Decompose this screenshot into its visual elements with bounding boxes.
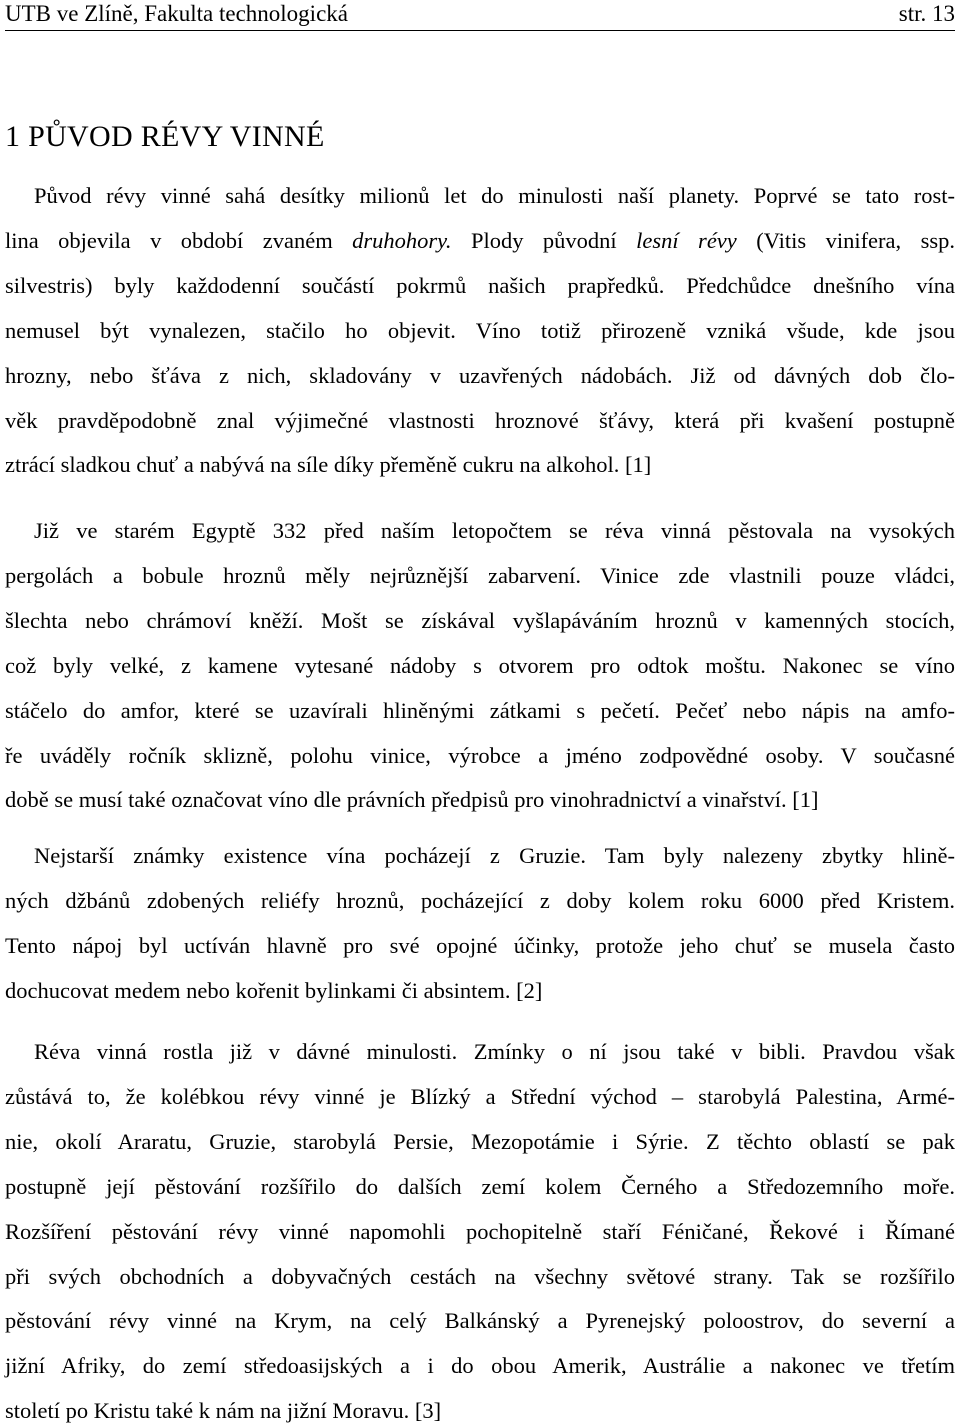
text-line: Rozšíření pěstování révy vinné napomohli pochopitelně staří Féničané, Řekové i Římané (5, 1218, 955, 1244)
text-line: Tento nápoj byl uctíván hlavně pro své opojné účinky, protože jeho chuť se musela často (5, 932, 955, 958)
header-institution: UTB ve Zlíně, Fakulta technologická (5, 1, 348, 26)
text-line: pergolách a bobule hroznů měly nejrůznější zabarvení. Vinice zde vlastnili pouze vládci, (5, 562, 955, 588)
text-line: ztrácí sladkou chuť a nabývá na síle díky přeměně cukru na alkohol. [1] (5, 452, 652, 478)
text-line: dochucovat medem nebo kořenit bylinkami či absintem. [2] (5, 977, 543, 1003)
text-line: Nejstarší známky existence vína pocházejí z Gruzie. Tam byly nalezeny zbytky hlině- (34, 843, 955, 868)
text-line: ře uváděly ročník sklizně, polohu vinice, výrobce a jméno zodpovědné osoby. V současné (5, 742, 955, 768)
text-line: době se musí také označovat víno dle právních předpisů pro vinohradnictví a vinařství. [1] (5, 787, 819, 813)
text-line: zůstává to, že kolébkou révy vinné je Blízký a Střední východ – starobylá Palestina, Armé- (5, 1083, 955, 1109)
text-line: pěstování révy vinné na Krym, na celý Balkánský a Pyrenejský poloostrov, do severní a (5, 1308, 955, 1334)
text-line: lina objevila v období zvaném druhohory. Plody původní lesní révy (Vitis vinifera, ssp. (5, 227, 955, 253)
text-line: při svých obchodních a dobyvačných cestách na všechny světové strany. Tak se rozšířilo (5, 1263, 955, 1289)
text-line: nie, okolí Araratu, Gruzie, starobylá Persie, Mezopotámie i Sýrie. Z těchto oblastí se pak (5, 1128, 955, 1154)
text-line: Původ révy vinné sahá desítky milionů let do minulosti naší planety. Poprvé se tato rost- (34, 183, 955, 208)
text-line: silvestris) byly každodenní součástí pokrmů našich prapředků. Předchůdce dnešního vína (5, 272, 955, 298)
page-header (5, 0, 955, 31)
text-line: nemusel být vynalezen, stačilo ho objevit. Víno totiž přirozeně vzniká všude, kde jsou (5, 317, 955, 343)
text-line: století po Kristu také k nám na jižní Moravu. [3] (5, 1398, 442, 1424)
italic-term: druhohory. (352, 227, 452, 253)
text-line: což byly velké, z kamene vytesané nádoby s otvorem pro odtok moštu. Nakonec se víno (5, 652, 955, 678)
text-line: jižní Afriky, do zemí středoasijských a i do obou Amerik, Austrálie a nakonec ve třetím (5, 1353, 955, 1379)
header-page-number: str. 13 (898, 1, 955, 26)
text-line: stáčelo do amfor, které se uzavírali hliněnými zátkami s pečetí. Pečeť nebo nápis na amfo- (5, 697, 955, 723)
text-line: hrozny, nebo šťáva z nich, skladovány v uzavřených nádobách. Již od dávných dob člo- (5, 362, 955, 388)
chapter-title: 1 PŮVOD RÉVY VINNÉ (5, 120, 325, 153)
italic-term: lesní révy (636, 227, 737, 253)
text-line: Réva vinná rostla již v dávné minulosti. Zmínky o ní jsou také v bibli. Pravdou však (34, 1039, 955, 1064)
text-line: ných džbánů zdobených reliéfy hroznů, pocházející z doby kolem roku 6000 před Kristem. (5, 887, 955, 913)
text-line: věk pravděpodobně znal výjimečné vlastnosti hroznové šťávy, která při kvašení postupně (5, 407, 955, 433)
text-line: postupně její pěstování rozšířilo do dalších zemí kolem Černého a Středozemního moře. (5, 1173, 955, 1199)
text-line: šlechta nebo chrámoví kněží. Mošt se získával vyšlapáváním hroznů v kamenných stocích, (5, 607, 955, 633)
text-line: Již ve starém Egyptě 332 před naším letopočtem se réva vinná pěstovala na vysokých (34, 518, 955, 543)
